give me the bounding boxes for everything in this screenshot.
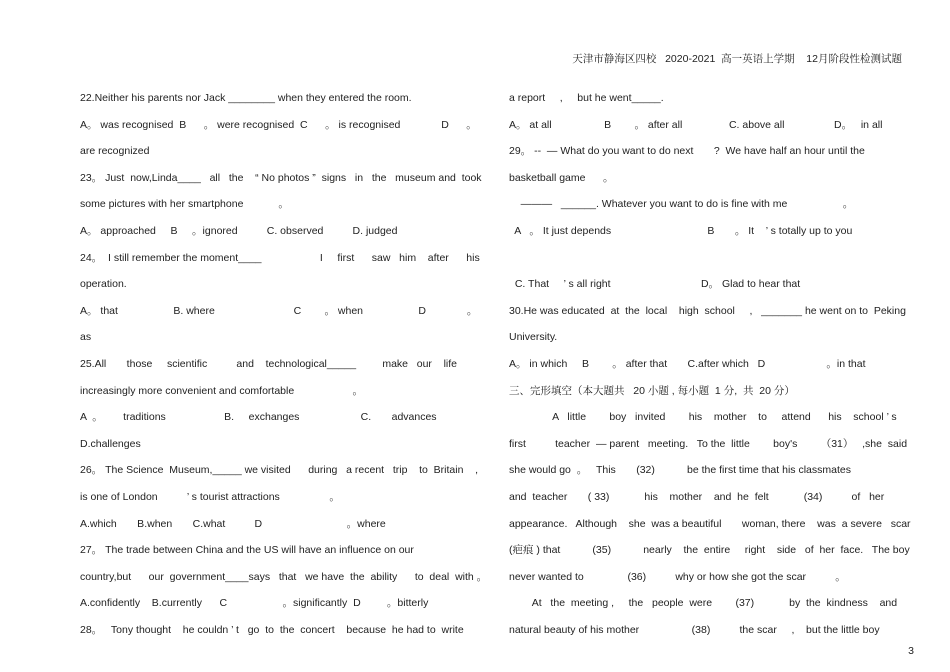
- text-line: A。 approached B 。ignored C. observed D. judged: [80, 224, 398, 237]
- text-line: some pictures with her smartphone 。: [80, 198, 289, 211]
- text-line: C. That ’ s all right D。 Glad to hear that: [509, 278, 801, 291]
- text-line: natural beauty of his mother (38) the scar , but the little boy: [509, 623, 880, 636]
- text-line: (疤痕 ) that (35) nearly the entire right side of her face. The boy: [509, 544, 910, 557]
- text-line: A。 at all B 。 after all C. above all D。 in all: [509, 118, 883, 131]
- text-line: A little boy invited his mother to attend his school ’ s: [509, 411, 897, 424]
- text-line: 23。 Just now,Linda____ all the “ No photos ” signs in the museum and took: [80, 171, 482, 184]
- page-number: 3: [908, 645, 914, 657]
- text-line: A.confidently B.currently C 。significantly D 。bitterly: [80, 597, 429, 610]
- right-column: [509, 90, 912, 648]
- text-line: country,but our government____says that we have the ability to deal with 。: [80, 570, 488, 583]
- text-line: first teacher — parent meeting. To the little boy's （31） ,she said: [509, 437, 908, 450]
- text-line: is one of London ’ s tourist attractions 。: [80, 490, 340, 503]
- text-line: basketball game 。: [509, 171, 614, 184]
- text-line: appearance. Although she was a beautiful woman, there was a severe scar: [509, 517, 911, 530]
- text-line: she would go 。 This (32) be the first time that his classmates: [509, 464, 851, 477]
- text-line: operation.: [80, 278, 127, 291]
- text-line: 27。 The trade between China and the US will have an influence on our: [80, 544, 414, 557]
- text-line: as: [80, 331, 92, 344]
- text-line: 29。 -- — What do you want to do next ? We have half an hour until the: [509, 145, 865, 158]
- text-line: A。 in which B 。 after that C.after which D 。in that: [509, 357, 866, 370]
- text-line: and teacher ( 33) his mother and he felt (34) of her: [509, 490, 885, 503]
- text-line: A 。 It just depends B 。 It ’ s totally up to you: [509, 224, 853, 237]
- text-line: a report , but he went_____.: [509, 92, 664, 104]
- text-line: 22.Neither his parents nor Jack ________ when they entered the room.: [80, 92, 412, 104]
- left-column: [80, 90, 488, 648]
- text-line: A。 was recognised B 。 were recognised C 。 is recognised D 。: [80, 118, 477, 131]
- text-line: are recognized: [80, 145, 150, 158]
- text-line: A。 that B. where C 。 when D 。: [80, 304, 478, 317]
- text-line: increasingly more convenient and comfortable 。: [80, 384, 364, 397]
- text-line: ——— ______. Whatever you want to do is fine with me 。: [509, 198, 854, 211]
- text-line: never wanted to (36) why or how she got the scar 。: [509, 570, 846, 583]
- text-line: D.challenges: [80, 437, 141, 450]
- text-line: [509, 250, 912, 277]
- page-header: 天津市静海区四校 2020-2021 高一英语上学期 12月阶段性检测试题: [572, 53, 902, 65]
- text-line: 25.All those scientific and technological_____ make our life: [80, 357, 458, 370]
- text-line: 30.He was educated at the local high school , _______ he went on to Peking: [509, 304, 906, 317]
- text-line: A 。 traditions B. exchanges C. advances: [80, 411, 437, 424]
- text-line: 三、完形填空（本大题共 20 小题 , 每小题 1 分, 共 20 分）: [509, 384, 795, 397]
- text-line: 26。 The Science Museum,_____ we visited during a recent trip to Britain ,: [80, 464, 479, 477]
- text-line: A.which B.when C.what D 。where: [80, 517, 386, 530]
- text-line: 24。 I still remember the moment____ I first saw him after his: [80, 251, 480, 264]
- text-line: University.: [509, 331, 558, 344]
- text-line: At the meeting , the people were (37) by the kindness and: [509, 597, 898, 610]
- text-line: 28。 Tony thought he couldn ’ t go to the concert because he had to write: [80, 623, 464, 636]
